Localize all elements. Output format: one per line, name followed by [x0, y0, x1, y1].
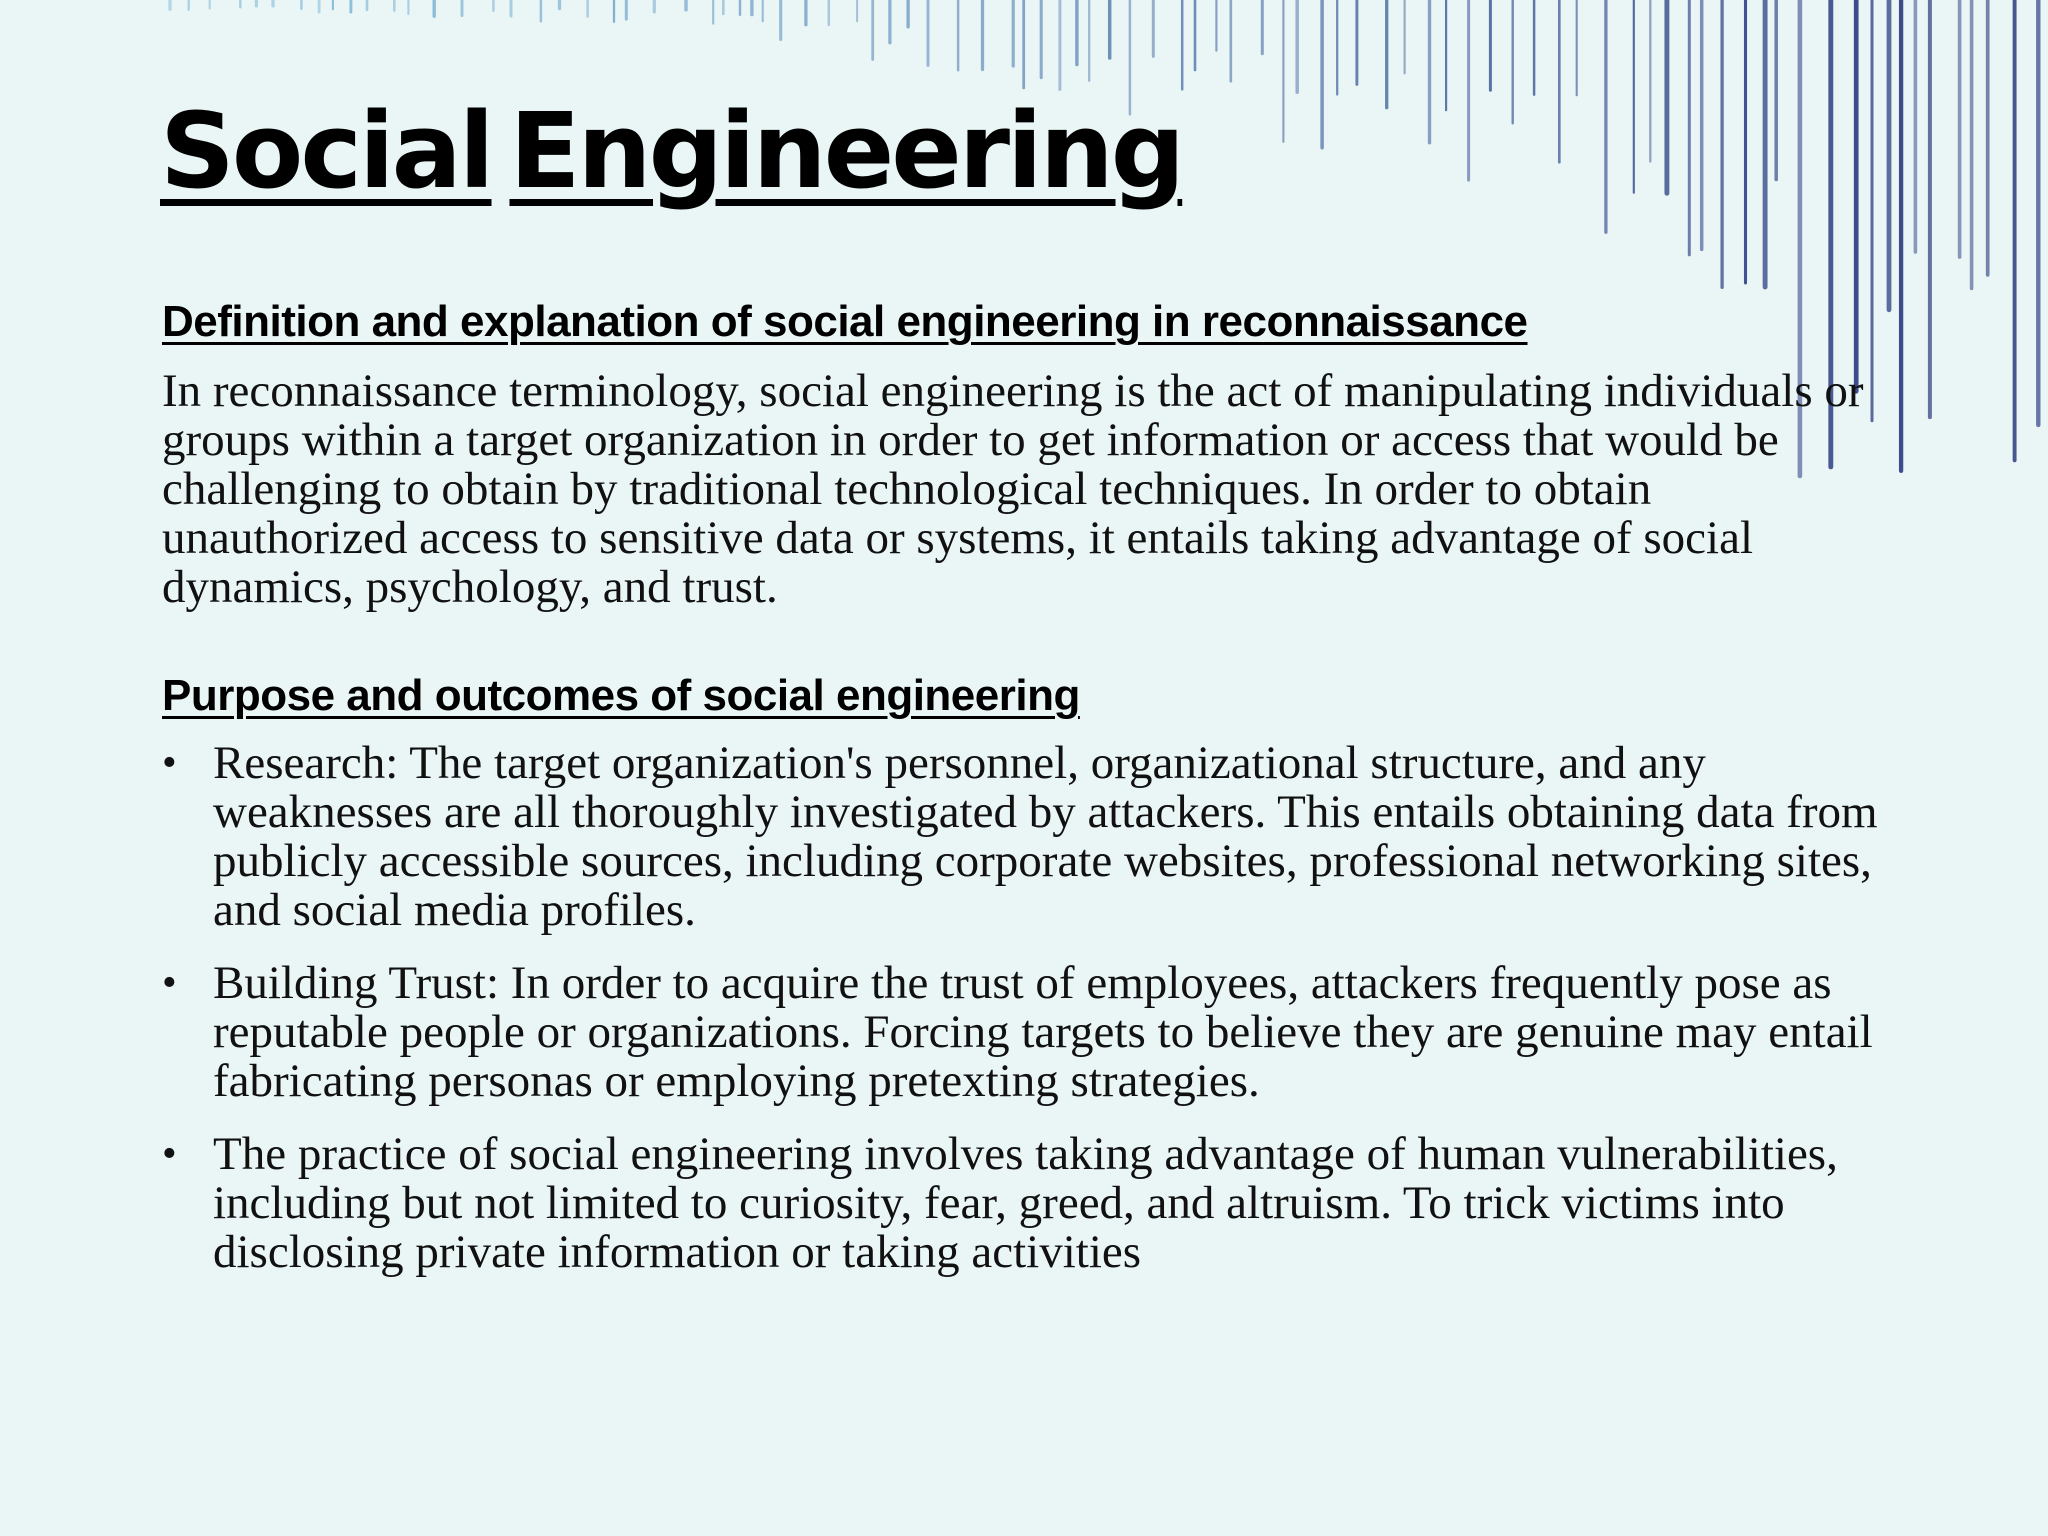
bullet-text: The practice of social engineering involves taking advantage of human vulnerabilities, including but not limited to curiosity, fear, greed, and altruism. To trick victims into disclosing private information or taking activities [213, 1127, 1838, 1278]
slide-title [160, 92, 1182, 212]
definition-paragraph: In reconnaissance terminology, social engineering is the act of manipulating individuals or groups within a target organization in order to get information or access that would be challenging to obtain by traditional technological techniques. In order to obtain unauthorized access to sensitive data or systems, it entails taking advantage of social dynamics, psychology, and trust. [162, 364, 1864, 613]
bullet-text: Research: The target organization's personnel, organizational structure, and any weaknesses are all thoroughly investigated by attackers. This entails obtaining data from publicly accessible sources, including corporate websites, professional networking sites, and social media profiles. [213, 736, 1878, 936]
section-heading-definition: Definition and explanation of social engineering in reconnaissance [162, 297, 1528, 346]
section-heading-purpose: Purpose and outcomes of social engineering [162, 670, 1080, 720]
bullet-item-vulnerabilities [162, 1127, 1882, 1278]
purpose-bullet-list [162, 736, 1882, 1278]
title-word-engineering: Engineering [509, 90, 1183, 212]
bullet-item-research [162, 736, 1882, 936]
bullet-text: Building Trust: In order to acquire the trust of employees, attackers frequently pose as reputable people or organizations. Forcing targets to believe they are genuine may entail fabricating personas or employing pretexting strategies. [213, 956, 1873, 1107]
bullet-icon: • [162, 1130, 177, 1177]
title-word-social: Social [160, 90, 492, 212]
bullet-icon: • [162, 959, 177, 1006]
bullet-item-building-trust [162, 956, 1882, 1107]
bullet-icon: • [162, 739, 177, 786]
slide-content [162, 296, 1882, 1301]
